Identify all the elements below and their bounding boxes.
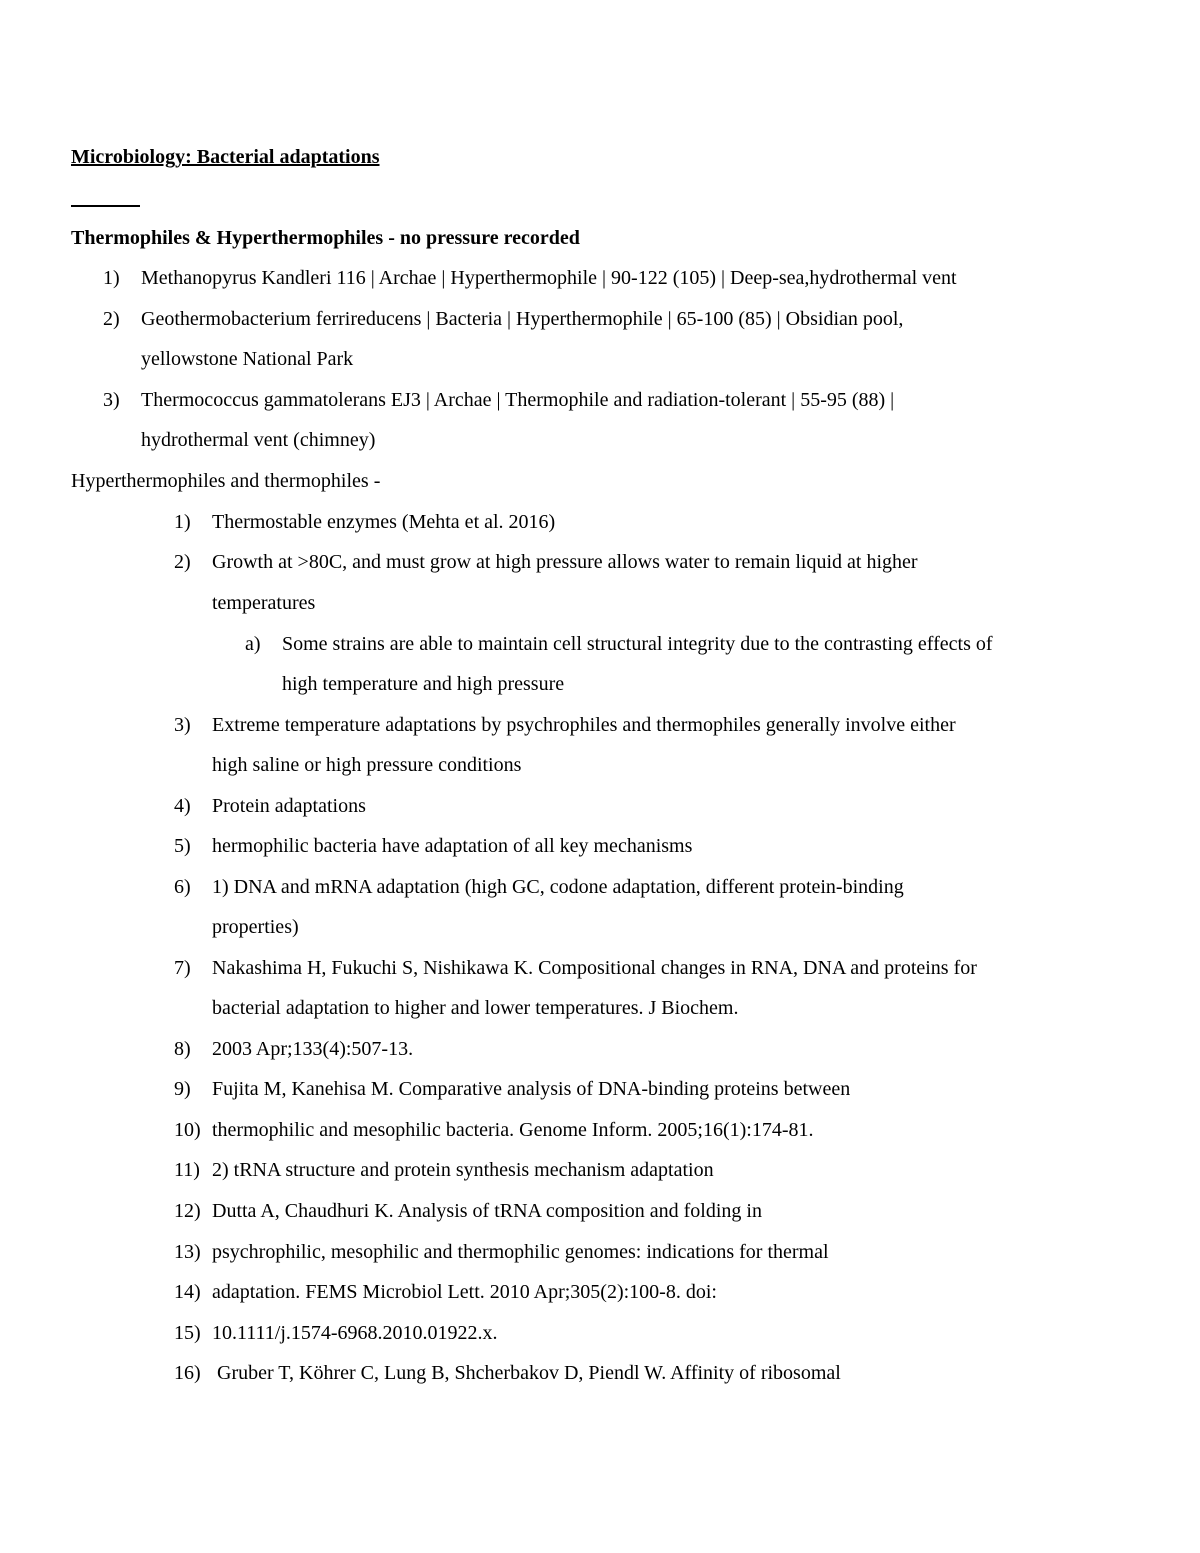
list-item-continuation: temperatures (212, 592, 316, 614)
list-number: 1) (174, 511, 191, 533)
list-item: 2003 Apr;133(4):507-13. (212, 1038, 414, 1060)
list-number: 8) (174, 1038, 191, 1060)
section-heading: Thermophiles & Hyperthermophiles - no pressure recorded (71, 227, 580, 249)
list-item: thermophilic and mesophilic bacteria. Genome Inform. 2005;16(1):174-81. (212, 1119, 814, 1141)
list-number: 2) (174, 551, 191, 573)
list-item-continuation: high saline or high pressure conditions (212, 754, 522, 776)
list-item: hermophilic bacteria have adaptation of all key mechanisms (212, 835, 693, 857)
list-letter: a) (245, 633, 261, 655)
list-number: 13) (174, 1241, 201, 1263)
list-number: 12) (174, 1200, 201, 1222)
list-number: 4) (174, 795, 191, 817)
sub-list-item-continuation: high temperature and high pressure (282, 673, 565, 695)
list-item: psychrophilic, mesophilic and thermophilic genomes: indications for thermal (212, 1241, 829, 1263)
list-item-continuation: hydrothermal vent (chimney) (141, 429, 376, 451)
list-item: 1) DNA and mRNA adaptation (high GC, codone adaptation, different protein-binding (212, 876, 904, 898)
list-item: Protein adaptations (212, 795, 366, 817)
list-number: 7) (174, 957, 191, 979)
document-title: Microbiology: Bacterial adaptations (71, 146, 380, 168)
list-item-continuation: bacterial adaptation to higher and lower temperatures. J Biochem. (212, 997, 739, 1019)
list-item-continuation: yellowstone National Park (141, 348, 354, 370)
list-item: Fujita M, Kanehisa M. Comparative analysis of DNA-binding proteins between (212, 1078, 851, 1100)
list-number: 3) (174, 714, 191, 736)
list-item: 10.1111/j.1574-6968.2010.01922.x. (212, 1322, 498, 1344)
list-number: 10) (174, 1119, 201, 1141)
list-item: Growth at >80C, and must grow at high pressure allows water to remain liquid at higher (212, 551, 918, 573)
list-number: 14) (174, 1281, 201, 1303)
horizontal-rule (71, 205, 140, 207)
list-item: Thermostable enzymes (Mehta et al. 2016) (212, 511, 556, 533)
list-item: Gruber T, Köhrer C, Lung B, Shcherbakov D, Piendl W. Affinity of ribosomal (217, 1362, 841, 1384)
list-item: Nakashima H, Fukuchi S, Nishikawa K. Compositional changes in RNA, DNA and proteins for (212, 957, 977, 979)
list-number: 3) (103, 389, 120, 411)
list-item: Thermococcus gammatolerans EJ3 | Archae | Thermophile and radiation-tolerant | 55-95 (88) | (141, 389, 895, 411)
list-number: 2) (103, 308, 120, 330)
list-number: 15) (174, 1322, 201, 1344)
list-item-continuation: properties) (212, 916, 299, 938)
list-item: Extreme temperature adaptations by psychrophiles and thermophiles generally involve either (212, 714, 956, 736)
list-number: 1) (103, 267, 120, 289)
list-item: Geothermobacterium ferrireducens | Bacteria | Hyperthermophile | 65-100 (85) | Obsidian pool, (141, 308, 904, 330)
list-item: 2) tRNA structure and protein synthesis mechanism adaptation (212, 1159, 714, 1181)
list-number: 11) (174, 1159, 200, 1181)
list-number: 9) (174, 1078, 191, 1100)
list-number: 6) (174, 876, 191, 898)
sub-list-item: Some strains are able to maintain cell structural integrity due to the contrasting effects of (282, 633, 993, 655)
list-item: adaptation. FEMS Microbiol Lett. 2010 Apr;305(2):100-8. doi: (212, 1281, 717, 1303)
list-item: Dutta A, Chaudhuri K. Analysis of tRNA composition and folding in (212, 1200, 762, 1222)
list-number: 5) (174, 835, 191, 857)
subheading: Hyperthermophiles and thermophiles - (71, 470, 381, 492)
list-item: Methanopyrus Kandleri 116 | Archae | Hyperthermophile | 90-122 (105) | Deep-sea,hydrothermal vent (141, 267, 957, 289)
list-number: 16) (174, 1362, 201, 1384)
